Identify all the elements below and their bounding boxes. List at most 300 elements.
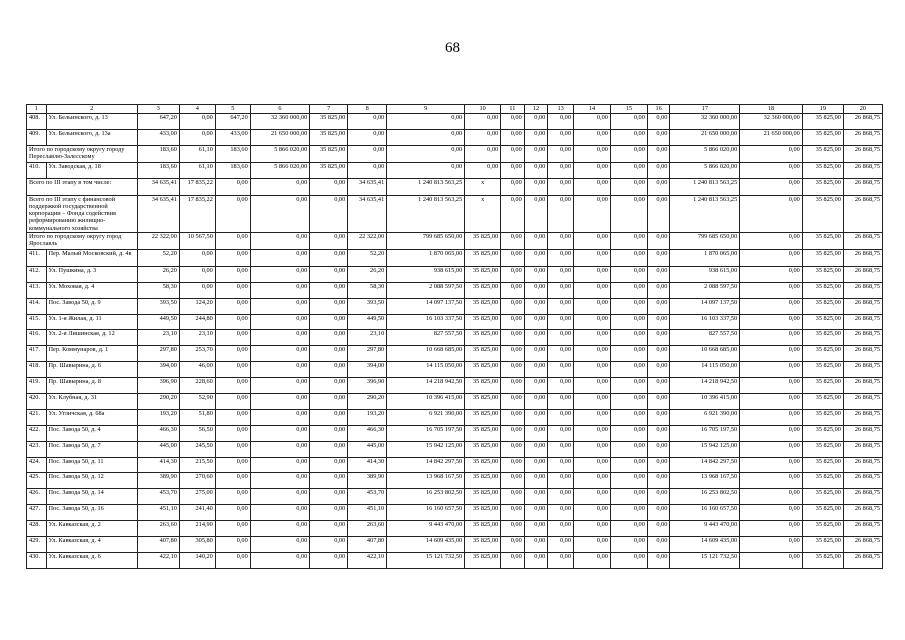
column-number-header: 5: [215, 105, 250, 114]
table-cell: 0,00: [548, 441, 574, 457]
table-cell: 35 825,00: [802, 282, 843, 298]
table-cell: 0,00: [610, 195, 647, 232]
table-row: [27, 441, 883, 457]
table-cell: 270,60: [179, 473, 215, 489]
table-cell: 0,00: [548, 489, 574, 505]
table-cell: 0,00: [250, 298, 310, 314]
table-cell: 193,20: [137, 409, 179, 425]
table-cell: 0,00: [573, 114, 610, 130]
table-row: [27, 282, 883, 298]
table-cell: 10 668 685,00: [387, 346, 465, 362]
table-cell: 0,00: [250, 378, 310, 394]
table-cell: 0,00: [250, 195, 310, 232]
table-cell: 0,00: [501, 249, 525, 266]
table-cell: 0,00: [548, 249, 574, 266]
table-cell: 0,00: [310, 232, 348, 249]
table-cell: 0,00: [573, 346, 610, 362]
table-cell: 26 868,75: [843, 178, 882, 195]
table-cell: 14 842 297,50: [387, 457, 465, 473]
table-cell: 0,00: [740, 298, 803, 314]
table-cell: 17 835,22: [179, 178, 215, 195]
table-cell: 0,00: [524, 441, 548, 457]
table-cell: 35 825,00: [802, 249, 843, 266]
table-cell: 61,10: [179, 162, 215, 178]
table-cell: 35 825,00: [465, 314, 501, 330]
table-cell: 1 870 065,00: [670, 249, 740, 266]
table-cell: 0,00: [387, 162, 465, 178]
table-cell: 394,00: [137, 362, 179, 378]
table-cell: 0,00: [524, 232, 548, 249]
table-cell: 0,00: [647, 282, 670, 298]
table-cell: 0,00: [740, 249, 803, 266]
table-cell: 0,00: [610, 378, 647, 394]
address-cell: Пос. Завода 50, д. 16: [46, 505, 137, 521]
table-cell: 26 868,75: [843, 362, 882, 378]
column-number-header: 6: [250, 105, 310, 114]
table-cell: 0,00: [610, 409, 647, 425]
table-cell: 0,00: [573, 505, 610, 521]
table-cell: 14 218 942,50: [387, 378, 465, 394]
column-number-header: 9: [387, 105, 465, 114]
table-cell: 0,00: [310, 505, 348, 521]
table-cell: 0,00: [179, 249, 215, 266]
table-cell: 0,00: [524, 362, 548, 378]
table-cell: 0,00: [524, 178, 548, 195]
table-cell: 35 825,00: [802, 330, 843, 346]
table-cell: 0,00: [524, 195, 548, 232]
address-cell: Пр. Шавырина, д. 8: [46, 378, 137, 394]
table-cell: 0,00: [548, 298, 574, 314]
table-cell: 35 825,00: [465, 441, 501, 457]
table-cell: 35 825,00: [465, 409, 501, 425]
column-number-row: [27, 105, 883, 114]
table-cell: 2 088 597,50: [670, 282, 740, 298]
table-cell: 0,00: [740, 505, 803, 521]
table-row: [27, 330, 883, 346]
table-cell: 0,00: [250, 266, 310, 282]
table-cell: 26 868,75: [843, 489, 882, 505]
table-cell: 14 097 137,50: [387, 298, 465, 314]
table-cell: 0,00: [524, 314, 548, 330]
table-cell: 407,80: [348, 536, 387, 552]
table-cell: 26 868,75: [843, 505, 882, 521]
address-cell: Ул. Клубная, д. 31: [46, 393, 137, 409]
table-cell: 0,00: [250, 393, 310, 409]
table-cell: 26 868,75: [843, 266, 882, 282]
table-cell: 0,00: [548, 409, 574, 425]
table-cell: 0,00: [348, 114, 387, 130]
table-cell: 0,00: [647, 129, 670, 145]
table-cell: 0,00: [573, 145, 610, 162]
table-row: [27, 195, 883, 232]
table-cell: 0,00: [610, 330, 647, 346]
table-cell: 0,00: [215, 249, 250, 266]
table-cell: 0,00: [310, 441, 348, 457]
table-cell: 0,00: [647, 473, 670, 489]
table-cell: 0,00: [501, 362, 525, 378]
row-number-cell: 421.: [27, 409, 47, 425]
table-cell: 0,00: [740, 393, 803, 409]
table-cell: 16 705 197,50: [670, 425, 740, 441]
table-cell: 26 868,75: [843, 473, 882, 489]
table-cell: 26 868,75: [843, 521, 882, 537]
table-cell: 389,90: [137, 473, 179, 489]
row-number-cell: 426.: [27, 489, 47, 505]
table-cell: 35 825,00: [802, 552, 843, 568]
table-cell: 0,00: [524, 346, 548, 362]
table-cell: 0,00: [548, 521, 574, 537]
table-cell: 0,00: [215, 425, 250, 441]
table-cell: 0,00: [215, 393, 250, 409]
column-number-header: 12: [524, 105, 548, 114]
column-number-header: 19: [802, 105, 843, 114]
table-row: [27, 178, 883, 195]
table-cell: 297,80: [137, 346, 179, 362]
table-cell: 52,90: [179, 393, 215, 409]
table-cell: 0,00: [610, 346, 647, 362]
table-cell: 0,00: [610, 232, 647, 249]
table-cell: 393,50: [348, 298, 387, 314]
table-cell: 0,00: [647, 409, 670, 425]
table-cell: 35 825,00: [802, 314, 843, 330]
table-cell: 46,00: [179, 362, 215, 378]
table-cell: 35 825,00: [465, 330, 501, 346]
table-cell: 0,00: [250, 536, 310, 552]
table-cell: 0,00: [548, 362, 574, 378]
table-cell: 297,80: [348, 346, 387, 362]
table-cell: 14 842 297,50: [670, 457, 740, 473]
table-cell: 0,00: [647, 266, 670, 282]
table-cell: 26 868,75: [843, 378, 882, 394]
table-row: [27, 162, 883, 178]
table-cell: 16 253 802,50: [387, 489, 465, 505]
table-cell: 32 360 000,00: [740, 114, 803, 130]
table-cell: 0,00: [647, 441, 670, 457]
table-cell: 0,00: [548, 266, 574, 282]
table-cell: 433,00: [137, 129, 179, 145]
table-cell: 0,00: [573, 425, 610, 441]
column-number-header: 17: [670, 105, 740, 114]
table-cell: 0,00: [215, 552, 250, 568]
table-cell: 0,00: [215, 409, 250, 425]
table-cell: 0,00: [501, 129, 525, 145]
table-cell: 183,60: [215, 145, 250, 162]
table-cell: 26 868,75: [843, 114, 882, 130]
table-cell: 0,00: [179, 266, 215, 282]
table-cell: 827 557,50: [670, 330, 740, 346]
table-cell: 58,30: [137, 282, 179, 298]
table-cell: 0,00: [740, 521, 803, 537]
table-cell: 0,00: [501, 505, 525, 521]
table-cell: 451,10: [348, 505, 387, 521]
table-cell: 0,00: [501, 521, 525, 537]
table-cell: 0,00: [573, 232, 610, 249]
table-cell: 414,30: [348, 457, 387, 473]
table-cell: 35 825,00: [465, 249, 501, 266]
table-cell: 0,00: [548, 330, 574, 346]
table-cell: 35 825,00: [802, 457, 843, 473]
table-cell: х: [465, 178, 501, 195]
table-cell: 26 868,75: [843, 314, 882, 330]
table-row: [27, 314, 883, 330]
table-cell: 0,00: [548, 195, 574, 232]
address-cell: Ул. 2-я Лишинская, д. 12: [46, 330, 137, 346]
table-cell: 453,70: [137, 489, 179, 505]
table-cell: 0,00: [647, 249, 670, 266]
table-cell: 0,00: [740, 552, 803, 568]
table-row: [27, 536, 883, 552]
table-cell: 0,00: [548, 114, 574, 130]
row-number-cell: 412.: [27, 266, 47, 282]
table-cell: 0,00: [215, 346, 250, 362]
address-cell: Ул. Кавказская, д. 4: [46, 536, 137, 552]
table-cell: 35 825,00: [802, 393, 843, 409]
row-number-cell: 430.: [27, 552, 47, 568]
table-cell: 0,00: [573, 129, 610, 145]
table-cell: 15 942 125,00: [387, 441, 465, 457]
table-cell: 0,00: [387, 129, 465, 145]
table-cell: 0,00: [524, 145, 548, 162]
table-cell: 56,50: [179, 425, 215, 441]
table-cell: 0,00: [610, 162, 647, 178]
table-cell: 193,20: [348, 409, 387, 425]
table-cell: 51,80: [179, 409, 215, 425]
table-cell: 0,00: [740, 378, 803, 394]
table-cell: 0,00: [610, 425, 647, 441]
table-cell: 35 825,00: [802, 489, 843, 505]
table-row: [27, 489, 883, 505]
table-cell: 35 825,00: [802, 409, 843, 425]
table-cell: 0,00: [610, 457, 647, 473]
table-cell: 35 825,00: [802, 298, 843, 314]
table-cell: 0,00: [740, 195, 803, 232]
table-cell: 10 396 415,00: [387, 393, 465, 409]
table-row: [27, 425, 883, 441]
table-cell: 445,00: [348, 441, 387, 457]
table-cell: 0,00: [740, 145, 803, 162]
table-cell: 26 868,75: [843, 195, 882, 232]
table-cell: 14 115 050,00: [387, 362, 465, 378]
table-cell: 0,00: [548, 129, 574, 145]
column-number-header: 15: [610, 105, 647, 114]
table-cell: 0,00: [573, 521, 610, 537]
table-cell: 52,20: [348, 249, 387, 266]
table-cell: 0,00: [610, 362, 647, 378]
address-cell: Ул. Кавказская, д. 6: [46, 552, 137, 568]
table-cell: 0,00: [310, 266, 348, 282]
row-number-cell: 420.: [27, 393, 47, 409]
table-cell: 0,00: [548, 232, 574, 249]
table-cell: 21 650 000,00: [740, 129, 803, 145]
table-cell: 0,00: [310, 489, 348, 505]
table-cell: 26 868,75: [843, 536, 882, 552]
table-cell: 0,00: [310, 378, 348, 394]
table-cell: 35 825,00: [802, 195, 843, 232]
table-cell: 0,00: [501, 393, 525, 409]
table-cell: 35 825,00: [310, 114, 348, 130]
table-row: [27, 114, 883, 130]
table-cell: 124,20: [179, 298, 215, 314]
table-cell: 263,60: [348, 521, 387, 537]
table-cell: 0,00: [215, 314, 250, 330]
table-cell: 0,00: [250, 457, 310, 473]
table-cell: 0,00: [524, 114, 548, 130]
table-cell: 10 396 415,00: [670, 393, 740, 409]
table-cell: 0,00: [610, 145, 647, 162]
table-cell: 0,00: [310, 457, 348, 473]
table-cell: 26 868,75: [843, 129, 882, 145]
table-cell: 23,10: [348, 330, 387, 346]
table-cell: 0,00: [465, 162, 501, 178]
table-cell: 228,60: [179, 378, 215, 394]
table-cell: 35 825,00: [802, 266, 843, 282]
table-cell: 5 866 020,00: [670, 162, 740, 178]
row-number-cell: 408.: [27, 114, 47, 130]
table-cell: 0,00: [647, 393, 670, 409]
table-cell: 0,00: [501, 298, 525, 314]
table-cell: 0,00: [501, 178, 525, 195]
table-cell: 0,00: [740, 266, 803, 282]
column-number-header: 11: [501, 105, 525, 114]
row-number-cell: 419.: [27, 378, 47, 394]
table-cell: 26 868,75: [843, 346, 882, 362]
table-cell: 0,00: [250, 346, 310, 362]
row-number-cell: 423.: [27, 441, 47, 457]
address-cell: Ул. Пушкина, д. 3: [46, 266, 137, 282]
table-cell: 396,90: [137, 378, 179, 394]
table-cell: 0,00: [179, 282, 215, 298]
table-cell: 0,00: [310, 552, 348, 568]
address-cell: Ул. Заводская, д. 18: [46, 162, 137, 178]
table-cell: 35 825,00: [802, 145, 843, 162]
table-body: [27, 114, 883, 569]
table-cell: 35 825,00: [802, 114, 843, 130]
table-cell: 0,00: [524, 505, 548, 521]
table-cell: 0,00: [573, 266, 610, 282]
table-cell: 263,60: [137, 521, 179, 537]
table-cell: 35 825,00: [465, 266, 501, 282]
table-cell: 9 443 470,00: [670, 521, 740, 537]
table-cell: 0,00: [524, 330, 548, 346]
table-cell: 0,00: [524, 425, 548, 441]
table-row: [27, 378, 883, 394]
table-cell: 35 825,00: [465, 232, 501, 249]
table-cell: 35 825,00: [802, 378, 843, 394]
table-cell: 22 322,00: [348, 232, 387, 249]
table-cell: 15 942 125,00: [670, 441, 740, 457]
table-cell: 35 825,00: [802, 536, 843, 552]
table-cell: 35 825,00: [465, 457, 501, 473]
table-cell: 35 825,00: [802, 473, 843, 489]
table-cell: 0,00: [647, 114, 670, 130]
table-row: [27, 362, 883, 378]
table-cell: 0,00: [215, 195, 250, 232]
table-cell: 0,00: [573, 195, 610, 232]
table-cell: 389,90: [348, 473, 387, 489]
table-cell: 0,00: [647, 298, 670, 314]
table-cell: 23,10: [179, 330, 215, 346]
table-cell: 14 115 050,00: [670, 362, 740, 378]
table-cell: 0,00: [548, 162, 574, 178]
table-cell: 0,00: [573, 282, 610, 298]
table-cell: 0,00: [310, 393, 348, 409]
table-row: [27, 298, 883, 314]
table-cell: 0,00: [740, 314, 803, 330]
summary-label-cell: Итого по городскому округу городу Переславлю-Залесскому: [27, 145, 138, 162]
address-cell: Ул. Кавказская, д. 2: [46, 521, 137, 537]
table-cell: 0,00: [573, 536, 610, 552]
table-cell: 140,20: [179, 552, 215, 568]
table-cell: 0,00: [179, 129, 215, 145]
table-cell: 16 705 197,50: [387, 425, 465, 441]
table-cell: 1 240 813 563,25: [387, 195, 465, 232]
table-cell: 253,70: [179, 346, 215, 362]
address-cell: Ул. Угличская, д. 68а: [46, 409, 137, 425]
table-cell: 0,00: [215, 232, 250, 249]
table-cell: 0,00: [524, 457, 548, 473]
table-cell: 26 868,75: [843, 330, 882, 346]
table-cell: 35 825,00: [802, 521, 843, 537]
table-cell: 35 825,00: [465, 298, 501, 314]
table-cell: 0,00: [573, 249, 610, 266]
address-cell: Пер. Коммунаров, д. 1: [46, 346, 137, 362]
table-cell: 35 825,00: [465, 425, 501, 441]
table-cell: 0,00: [465, 129, 501, 145]
column-number-header: 16: [647, 105, 670, 114]
table-cell: 0,00: [573, 298, 610, 314]
column-number-header: 13: [548, 105, 574, 114]
table-cell: 0,00: [310, 362, 348, 378]
table-cell: 6 921 390,00: [387, 409, 465, 425]
table-cell: 0,00: [524, 162, 548, 178]
table-cell: 183,60: [137, 145, 179, 162]
table-cell: 0,00: [310, 425, 348, 441]
table-cell: 0,00: [501, 441, 525, 457]
table-cell: 35 825,00: [465, 536, 501, 552]
table-cell: 0,00: [215, 441, 250, 457]
table-cell: 1 240 813 563,25: [387, 178, 465, 195]
table-cell: 35 825,00: [465, 393, 501, 409]
table-cell: 0,00: [548, 178, 574, 195]
table-row: [27, 505, 883, 521]
table-cell: 35 825,00: [802, 505, 843, 521]
table-cell: 0,00: [573, 441, 610, 457]
table-cell: 23,10: [137, 330, 179, 346]
table-cell: 5 866 020,00: [670, 145, 740, 162]
table-cell: 0,00: [610, 249, 647, 266]
table-cell: 0,00: [524, 282, 548, 298]
table-cell: 0,00: [548, 393, 574, 409]
table-cell: 32 360 000,00: [670, 114, 740, 130]
table-cell: 0,00: [524, 409, 548, 425]
table-row: [27, 409, 883, 425]
table-cell: 183,60: [137, 162, 179, 178]
table-cell: 0,00: [573, 314, 610, 330]
table-cell: 0,00: [647, 457, 670, 473]
table-cell: 0,00: [610, 266, 647, 282]
table-cell: 0,00: [501, 114, 525, 130]
table-cell: 0,00: [250, 362, 310, 378]
table-cell: 0,00: [524, 266, 548, 282]
table-cell: 0,00: [740, 409, 803, 425]
table-cell: 34 635,41: [137, 195, 179, 232]
table-cell: 0,00: [647, 489, 670, 505]
address-cell: Пос. Завода 50, д. 4: [46, 425, 137, 441]
table-cell: 0,00: [548, 314, 574, 330]
table-cell: 0,00: [740, 425, 803, 441]
table-cell: 0,00: [610, 282, 647, 298]
table-row: [27, 249, 883, 266]
